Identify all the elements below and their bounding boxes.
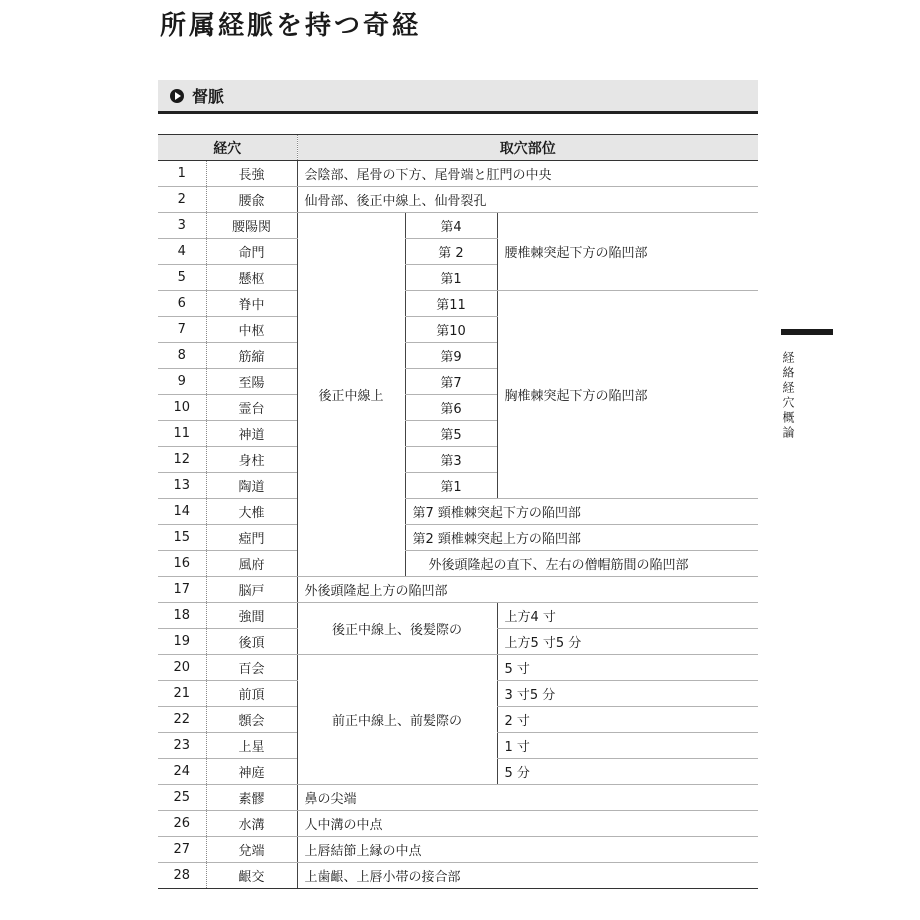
site-posterior-hairline: 後正中線上、後髪際の — [297, 603, 497, 655]
site-text: 鼻の尖端 — [297, 785, 758, 811]
point-name: 腰陽関 — [206, 213, 297, 239]
point-number: 3 — [158, 213, 206, 239]
vertebra-level: 第9 — [405, 343, 497, 369]
point-number: 21 — [158, 681, 206, 707]
point-number: 28 — [158, 863, 206, 889]
point-name: 素髎 — [206, 785, 297, 811]
point-number: 25 — [158, 785, 206, 811]
header-point: 経穴 — [158, 135, 297, 161]
distance-value: 2 寸 — [497, 707, 758, 733]
point-name: 腰兪 — [206, 187, 297, 213]
table-row — [158, 603, 758, 629]
vertebra-level: 第7 — [405, 369, 497, 395]
site-text: 仙骨部、後正中線上、仙骨裂孔 — [297, 187, 758, 213]
vertebra-level: 第3 — [405, 447, 497, 473]
point-name: 懸枢 — [206, 265, 297, 291]
point-name: 上星 — [206, 733, 297, 759]
site-text: 人中溝の中点 — [297, 811, 758, 837]
section-header — [158, 80, 758, 114]
vertebra-level: 第1 — [405, 265, 497, 291]
point-name: 霊台 — [206, 395, 297, 421]
point-name: 筋縮 — [206, 343, 297, 369]
site-text: 外後頭隆起上方の陥凹部 — [297, 577, 758, 603]
point-name: 中枢 — [206, 317, 297, 343]
point-name: 百会 — [206, 655, 297, 681]
point-name: 兌端 — [206, 837, 297, 863]
point-number: 7 — [158, 317, 206, 343]
point-name: 瘂門 — [206, 525, 297, 551]
vertebra-level: 第11 — [405, 291, 497, 317]
vertebra-level: 第5 — [405, 421, 497, 447]
point-name: 前頂 — [206, 681, 297, 707]
site-text: 上唇結節上縁の中点 — [297, 837, 758, 863]
side-tab-marker — [781, 329, 833, 335]
point-number: 2 — [158, 187, 206, 213]
point-number: 11 — [158, 421, 206, 447]
point-name: 神道 — [206, 421, 297, 447]
distance-value: 上方4 寸 — [497, 603, 758, 629]
table-header-row — [158, 135, 758, 161]
point-name: 至陽 — [206, 369, 297, 395]
point-name: 後頂 — [206, 629, 297, 655]
site-text: 上歯齦、上唇小帯の接合部 — [297, 863, 758, 889]
point-number: 15 — [158, 525, 206, 551]
point-number: 4 — [158, 239, 206, 265]
point-name: 命門 — [206, 239, 297, 265]
site-text: 会陰部、尾骨の下方、尾骨端と肛門の中央 — [297, 161, 758, 187]
site-posterior-midline: 後正中線上 — [297, 213, 405, 577]
distance-value: 上方5 寸5 分 — [497, 629, 758, 655]
site-text: 外後頭隆起の直下、左右の僧帽筋間の陥凹部 — [405, 551, 758, 577]
point-number: 6 — [158, 291, 206, 317]
table-row — [158, 213, 758, 239]
point-number: 1 — [158, 161, 206, 187]
acupoint-table — [158, 134, 758, 889]
point-number: 12 — [158, 447, 206, 473]
side-chapter-label: 経絡経穴概論 — [781, 351, 795, 441]
table-row — [158, 655, 758, 681]
point-name: 身柱 — [206, 447, 297, 473]
point-number: 16 — [158, 551, 206, 577]
play-circle-icon — [170, 89, 184, 103]
point-number: 8 — [158, 343, 206, 369]
point-number: 23 — [158, 733, 206, 759]
header-site: 取穴部位 — [297, 135, 758, 161]
table-row — [158, 785, 758, 811]
point-number: 19 — [158, 629, 206, 655]
site-thoracic-desc: 胸椎棘突起下方の陥凹部 — [497, 291, 758, 499]
distance-value: 1 寸 — [497, 733, 758, 759]
point-number: 13 — [158, 473, 206, 499]
distance-value: 5 寸 — [497, 655, 758, 681]
point-name: 脊中 — [206, 291, 297, 317]
table-row — [158, 551, 758, 577]
point-number: 17 — [158, 577, 206, 603]
vertebra-level: 第4 — [405, 213, 497, 239]
point-name: 脳戸 — [206, 577, 297, 603]
point-number: 27 — [158, 837, 206, 863]
site-anterior-hairline: 前正中線上、前髪際の — [297, 655, 497, 785]
table-row — [158, 161, 758, 187]
point-number: 22 — [158, 707, 206, 733]
point-name: 顖会 — [206, 707, 297, 733]
table-row — [158, 577, 758, 603]
table-row — [158, 837, 758, 863]
point-name: 長強 — [206, 161, 297, 187]
vertebra-level: 第 2 — [405, 239, 497, 265]
point-name: 水溝 — [206, 811, 297, 837]
table-row — [158, 811, 758, 837]
point-name: 齦交 — [206, 863, 297, 889]
point-number: 14 — [158, 499, 206, 525]
point-name: 強間 — [206, 603, 297, 629]
table-row — [158, 863, 758, 889]
distance-value: 5 分 — [497, 759, 758, 785]
point-number: 9 — [158, 369, 206, 395]
point-name: 大椎 — [206, 499, 297, 525]
point-name: 神庭 — [206, 759, 297, 785]
vertebra-level: 第6 — [405, 395, 497, 421]
table-row — [158, 525, 758, 551]
page-title: 所属経脈を持つ奇経 — [160, 11, 422, 41]
table-row — [158, 499, 758, 525]
point-number: 5 — [158, 265, 206, 291]
point-number: 18 — [158, 603, 206, 629]
point-number: 24 — [158, 759, 206, 785]
point-number: 26 — [158, 811, 206, 837]
point-name: 風府 — [206, 551, 297, 577]
table-row — [158, 187, 758, 213]
table-row — [158, 291, 758, 317]
section-title: 督脈 — [192, 87, 225, 106]
point-number: 20 — [158, 655, 206, 681]
vertebra-level: 第10 — [405, 317, 497, 343]
distance-value: 3 寸5 分 — [497, 681, 758, 707]
site-text: 第7 頸椎棘突起下方の陥凹部 — [405, 499, 758, 525]
site-text: 第2 頸椎棘突起上方の陥凹部 — [405, 525, 758, 551]
point-name: 陶道 — [206, 473, 297, 499]
vertebra-level: 第1 — [405, 473, 497, 499]
site-lumbar-desc: 腰椎棘突起下方の陥凹部 — [497, 213, 758, 291]
point-number: 10 — [158, 395, 206, 421]
